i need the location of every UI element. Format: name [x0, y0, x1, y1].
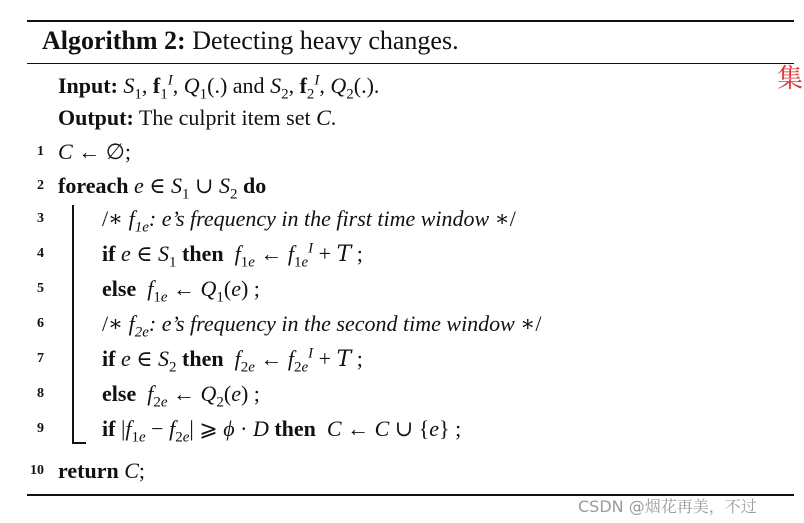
code-line-6-comment: /∗ $f_{2e}$: e’s frequency in the second time window ∗/ [102, 311, 542, 341]
code-line-9: if $|f_{1e} - f_{2e}|$ ⩾ ϕ · D then C ← C ∪ {e} ; [102, 416, 462, 446]
code-line-8: else $f_{2e}$ ← $Q_2(e)$ ; [102, 381, 260, 411]
title-rule [27, 63, 794, 64]
line-number: 5 [37, 281, 44, 296]
block-bracket-vertical [72, 205, 74, 443]
algorithm-label: Algorithm 2: [42, 26, 186, 55]
comment-text: e’s frequency in the first time window [161, 206, 490, 231]
code-line-1: C ← ∅; [58, 139, 131, 164]
line-number: 10 [30, 463, 44, 478]
input-line: Input: $S_1$, $f_1^I$, $Q_1(.)$ and $S_2$, $f_2^I$, $Q_2(.)$. [58, 72, 380, 103]
comment-text: e’s frequency in the second time window [161, 311, 515, 336]
line-number: 7 [37, 351, 44, 366]
top-rule [27, 20, 794, 22]
line-number: 4 [37, 246, 44, 261]
line-number: 1 [37, 144, 44, 159]
line-number: 3 [37, 211, 44, 226]
and-word: and [232, 73, 265, 98]
line-number: 2 [37, 178, 44, 193]
margin-character: 集 [777, 64, 804, 94]
output-keyword: Output: [58, 105, 134, 130]
output-text: The culprit item set [138, 105, 311, 130]
code-line-7: if e ∈ $S_2$ then $f_{2e}$ ← $f_{2e}^I + T$ ; [102, 345, 363, 376]
line-number: 6 [37, 316, 44, 331]
code-line-2: foreach e ∈ $S_1$ ∪ $S_2$ do [58, 173, 267, 203]
algorithm-title [42, 25, 459, 57]
line-number: 9 [37, 421, 44, 436]
code-line-4: if e ∈ $S_1$ then $f_{1e}$ ← $f_{1e}^I + T$ ; [102, 240, 363, 271]
code-line-5: else $f_{1e}$ ← $Q_1(e)$ ; [102, 276, 260, 306]
code-line-10: return C; [58, 458, 146, 483]
line-number: 8 [37, 386, 44, 401]
input-keyword: Input: [58, 73, 118, 98]
watermark: CSDN @烟花再美，不过 [578, 497, 757, 516]
output-line: Output: The culprit item set C. [58, 105, 337, 130]
code-line-3-comment: /∗ $f_{1e}$: e’s frequency in the first time window ∗/ [102, 206, 516, 236]
block-bracket-foot [72, 442, 86, 444]
algorithm-name: Detecting heavy changes. [192, 26, 459, 55]
